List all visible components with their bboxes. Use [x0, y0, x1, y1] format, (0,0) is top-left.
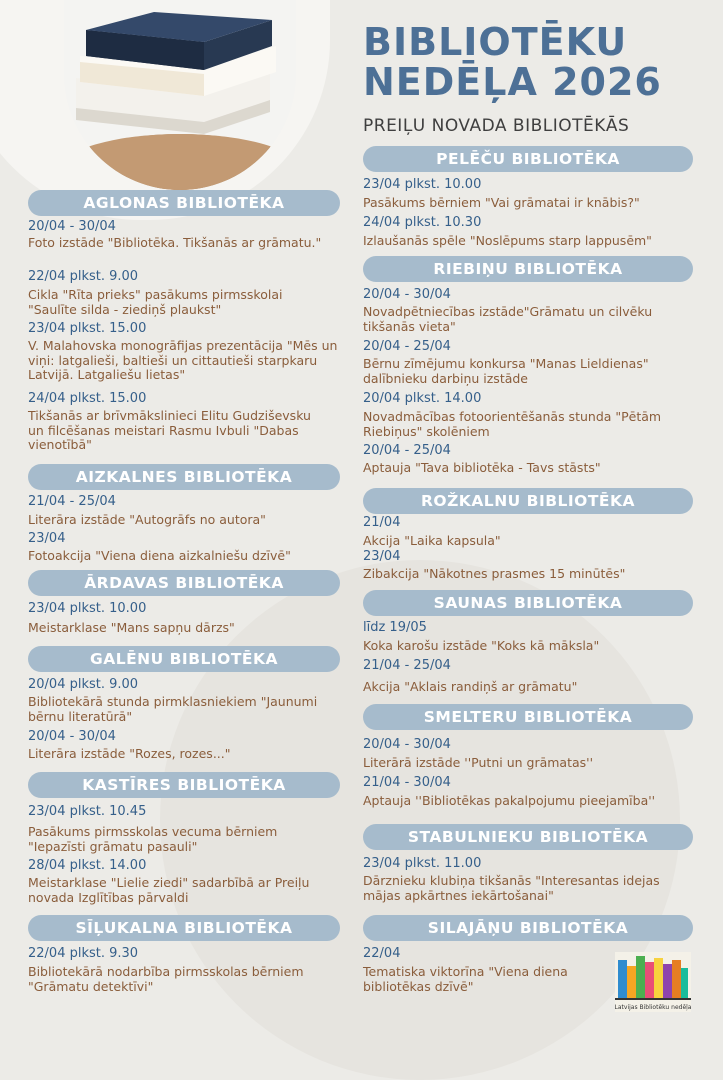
event-description: Meistarklase "Lielie ziedi" sadarbībā ar Preiļu novada Izglītības pārvaldi — [28, 875, 310, 905]
event-date: 24/04 plkst. 15.00 — [28, 391, 147, 406]
event-date: 23/04 — [363, 549, 401, 564]
event-date: 20/04 - 25/04 — [363, 443, 451, 458]
books-logo-icon — [615, 952, 691, 1012]
event-description: V. Malahovska monogrāfijas prezentācija "Mēs un viņi: latgalieši, baltieši un cittautieši starpkaru Latvijā. Latgaliešu lietas" — [28, 338, 338, 382]
event-date: 28/04 plkst. 14.00 — [28, 858, 147, 873]
event-date: 23/04 plkst. 11.00 — [363, 856, 482, 871]
event-date: 21/04 - 25/04 — [28, 494, 116, 509]
event-date: līdz 19/05 — [363, 620, 427, 635]
event-date: 20/04 - 30/04 — [363, 737, 451, 752]
page-subtitle: PREIĻU NOVADA BIBLIOTĒKĀS — [363, 116, 630, 136]
event-description: Literārā izstāde ''Putni un grāmatas'' — [363, 755, 594, 770]
event-description: Foto izstāde "Bibliotēka. Tikšanās ar grāmatu." — [28, 235, 322, 250]
title-line-1: BIBLIOTĒKU — [363, 20, 628, 64]
event-date: 21/04 - 30/04 — [363, 775, 451, 790]
event-date: 21/04 - 25/04 — [363, 658, 451, 673]
event-description: Bibliotekārā stunda pirmklasniekiem "Jaunumi bērnu literatūrā" — [28, 694, 318, 724]
library-header: ROŽKALNU BIBLIOTĒKA — [363, 488, 693, 514]
event-date: 21/04 — [363, 515, 401, 530]
event-description: Literāra izstāde "Autogrāfs no autora" — [28, 512, 266, 527]
event-description: Akcija "Aklais randiņš ar grāmatu" — [363, 679, 578, 694]
event-date: 23/04 plkst. 10.00 — [28, 601, 147, 616]
event-date: 20/04 - 30/04 — [363, 287, 451, 302]
event-description: Bibliotekārā nodarbība pirmsskolas bērniem "Grāmatu detektīvi" — [28, 964, 304, 994]
event-description: Izlaušanās spēle "Noslēpums starp lappusēm" — [363, 233, 652, 248]
event-date: 20/04 plkst. 9.00 — [28, 677, 139, 692]
event-date: 23/04 plkst. 10.00 — [363, 177, 482, 192]
event-date: 22/04 plkst. 9.30 — [28, 946, 139, 961]
library-header: KASTĪRES BIBLIOTĒKA — [28, 772, 340, 798]
library-header: AIZKALNES BIBLIOTĒKA — [28, 464, 340, 490]
event-description: Koka karošu izstāde "Koks kā māksla" — [363, 638, 600, 653]
event-description: Bērnu zīmējumu konkursa "Manas Lieldienas" dalībnieku darbiņu izstāde — [363, 356, 649, 386]
library-header: GALĒNU BIBLIOTĒKA — [28, 646, 340, 672]
library-header: RIEBIŅU BIBLIOTĒKA — [363, 256, 693, 282]
library-header: SMELTERU BIBLIOTĒKA — [363, 704, 693, 730]
library-header: SILAJĀŅU BIBLIOTĒKA — [363, 915, 693, 941]
event-description: Meistarklase "Mans sapņu dārzs" — [28, 620, 235, 635]
library-header: AGLONAS BIBLIOTĒKA — [28, 190, 340, 216]
event-date: 22/04 — [363, 946, 401, 961]
library-header: PELĒČU BIBLIOTĒKA — [363, 146, 693, 172]
event-description: Novadpētniecības izstāde"Grāmatu un cilvēku tikšanās vieta" — [363, 304, 653, 334]
library-header: SAUNAS BIBLIOTĒKA — [363, 590, 693, 616]
event-date: 24/04 plkst. 10.30 — [363, 215, 482, 230]
library-header: ĀRDAVAS BIBLIOTĒKA — [28, 570, 340, 596]
event-description: Tikšanās ar brīvmākslinieci Elitu Gudziševsku un filcēšanas meistari Rasmu Ivbuli "Dabas vienotībā" — [28, 408, 311, 452]
event-date: 22/04 plkst. 9.00 — [28, 269, 139, 284]
svg-text:Latvijas Bibliotēku nedēļa: Latvijas Bibliotēku nedēļa — [615, 1004, 691, 1011]
event-description: Aptauja ''Bibliotēkas pakalpojumu pieejamība'' — [363, 793, 656, 808]
event-date: 20/04 plkst. 14.00 — [363, 391, 482, 406]
event-description: Novadmācības fotoorientēšanās stunda "Pētām Riebiņus" skolēniem — [363, 409, 662, 439]
library-header: STABULNIEKU BIBLIOTĒKA — [363, 824, 693, 850]
title-line-2: NEDĒĻA 2026 — [363, 60, 662, 104]
event-description: Akcija "Laika kapsula" — [363, 533, 501, 548]
event-description: Tematiska viktorīna "Viena diena bibliotēkas dzīvē" — [363, 964, 568, 994]
page-title — [363, 22, 662, 102]
event-date: 20/04 - 30/04 — [28, 729, 116, 744]
event-date: 23/04 plkst. 10.45 — [28, 804, 147, 819]
event-description: Zibakcija "Nākotnes prasmes 15 minūtēs" — [363, 566, 626, 581]
event-description: Cikla "Rīta prieks" pasākums pirmsskolai "Saulīte silda - ziediņš plaukst" — [28, 287, 283, 317]
event-date: 23/04 plkst. 15.00 — [28, 321, 147, 336]
event-date: 20/04 - 30/04 — [28, 219, 116, 234]
event-description: Aptauja "Tava bibliotēka - Tavs stāsts" — [363, 460, 601, 475]
event-description: Fotoakcija "Viena diena aizkalniešu dzīvē" — [28, 548, 291, 563]
event-description: Literāra izstāde "Rozes, rozes..." — [28, 746, 231, 761]
event-date: 23/04 — [28, 531, 66, 546]
event-description: Dārznieku klubiņa tikšanās "Interesantas idejas mājas apkārtnes iekārtošanai" — [363, 873, 660, 903]
event-date: 20/04 - 25/04 — [363, 339, 451, 354]
library-header: SĪĻUKALNA BIBLIOTĒKA — [28, 915, 340, 941]
event-description: Pasākums bērniem "Vai grāmatai ir knābis?" — [363, 195, 640, 210]
event-description: Pasākums pirmsskolas vecuma bērniem "Iepazīsti grāmatu pasauli" — [28, 824, 278, 854]
